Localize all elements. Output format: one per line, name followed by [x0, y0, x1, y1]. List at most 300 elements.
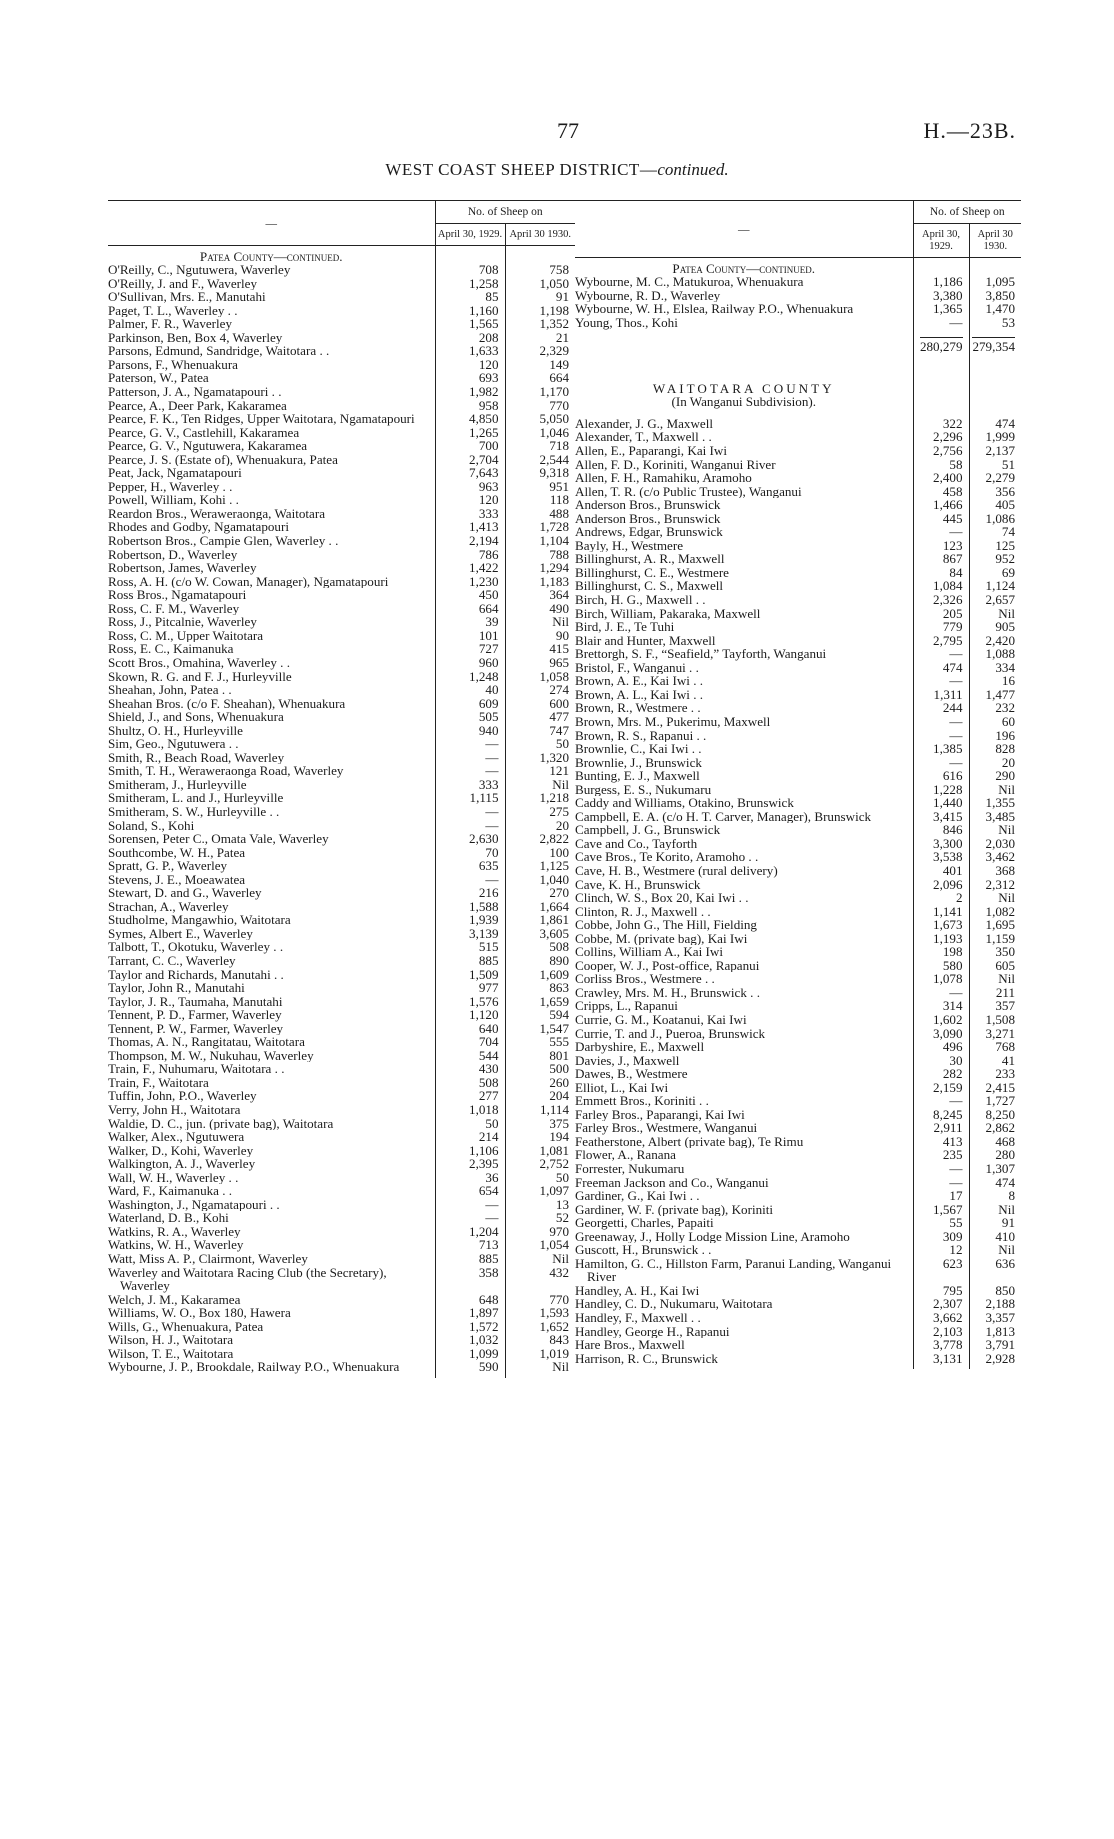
sheep-1930: 2,752	[505, 1157, 575, 1171]
owner-name	[108, 764, 435, 778]
sheep-1929: 401	[913, 864, 969, 878]
owner-name	[575, 823, 913, 837]
sheep-1930: 1,082	[969, 905, 1021, 919]
owner-name-text: Guscott, H., Brunswick . .	[575, 1243, 712, 1257]
owner-name	[575, 932, 913, 946]
table-row	[108, 927, 575, 941]
owner-name-text: Elliot, L., Kai Iwi	[575, 1080, 669, 1095]
sheep-1930: 90	[505, 629, 575, 643]
sheep-1929: 1,311	[913, 688, 969, 702]
sheep-1930: 1,095	[969, 275, 1021, 289]
table-row	[575, 1148, 1021, 1162]
owner-name-text: Andrews, Edgar, Brunswick	[575, 525, 723, 539]
sheep-1930: 890	[505, 954, 575, 968]
owner-name-text: Ross, C. F. M., Waverley	[108, 601, 240, 616]
owner-name-text: Brownlie, J., Brunswick	[575, 755, 702, 770]
owner-name-text: Cobbe, John G., The Hill, Fielding	[575, 918, 757, 932]
owner-name	[575, 810, 913, 824]
sheep-1929: 648	[435, 1293, 505, 1307]
table-row	[575, 823, 1021, 837]
owner-name	[108, 480, 435, 494]
sheep-1930: 758	[505, 263, 575, 277]
waitotara-county-title: WAITOTARA COUNTY	[652, 380, 835, 396]
owner-name	[575, 1297, 913, 1311]
owner-name	[575, 498, 913, 512]
sheep-1929: 1,509	[435, 968, 505, 982]
owner-name-text: Clinton, R. J., Maxwell . .	[575, 904, 711, 919]
owner-name-text: Studholme, Mangawhio, Waitotara	[108, 913, 291, 927]
sheep-1930: 474	[969, 413, 1021, 431]
owner-name-text: O'Reilly, C., Ngutuwera, Waverley	[108, 263, 291, 277]
sheep-1930: 1,477	[969, 688, 1021, 702]
table-row	[575, 918, 1021, 932]
owner-name	[108, 873, 435, 887]
owner-name	[108, 886, 435, 900]
sheep-1929: 84	[913, 566, 969, 580]
sheep-1929: 430	[435, 1062, 505, 1076]
table-row	[575, 1203, 1021, 1217]
table-row	[575, 742, 1021, 756]
table-row	[575, 634, 1021, 648]
sheep-1930: 477	[505, 710, 575, 724]
sheep-1930: 605	[969, 959, 1021, 973]
owner-name	[108, 426, 435, 440]
table-row	[575, 552, 1021, 566]
sheep-1930: 2,544	[505, 453, 575, 467]
owner-name-text: Cripps, L., Rapanui	[575, 999, 678, 1013]
owner-name	[108, 453, 435, 467]
owner-name-text: Tennent, P. W., Farmer, Waverley	[108, 1021, 284, 1036]
table-row	[108, 304, 575, 318]
owner-name	[108, 1157, 435, 1171]
owner-name	[108, 466, 435, 480]
table-row	[108, 1022, 575, 1036]
table-row	[575, 783, 1021, 797]
table-row	[108, 751, 575, 765]
sheep-1929: 413	[913, 1135, 969, 1149]
left-sheep-table	[108, 200, 575, 1378]
owner-name	[108, 1049, 435, 1063]
table-row	[108, 1306, 575, 1320]
sheep-1930: 53	[969, 316, 1021, 334]
table-row	[108, 344, 575, 358]
sheep-1930: 74	[969, 525, 1021, 539]
sheep-1930: 970	[505, 1225, 575, 1239]
owner-name	[575, 715, 913, 729]
table-row	[575, 1013, 1021, 1027]
owner-name	[108, 1238, 435, 1252]
table-row	[575, 302, 1021, 316]
owner-name	[575, 729, 913, 743]
table-row	[108, 1117, 575, 1131]
owner-name-text: Greenaway, J., Holly Lodge Mission Line, Aramoho	[575, 1229, 850, 1244]
table-row	[575, 593, 1021, 607]
table-row	[108, 1076, 575, 1090]
sheep-1929: —	[435, 764, 505, 778]
owner-name	[575, 769, 913, 783]
sheep-1930: 2,420	[969, 634, 1021, 648]
sheep-1930: 125	[969, 539, 1021, 553]
sheep-1930: 1,050	[505, 277, 575, 291]
owner-name	[575, 1203, 913, 1217]
sheep-1930: 664	[505, 371, 575, 385]
sheep-1929: 1,413	[435, 520, 505, 534]
table-row	[575, 1325, 1021, 1339]
sheep-1930: 1,058	[505, 670, 575, 684]
owner-name-text: Forrester, Nukumaru	[575, 1162, 685, 1176]
owner-name	[108, 940, 435, 954]
table-row	[575, 729, 1021, 743]
sheep-1930: 843	[505, 1333, 575, 1347]
sheep-1929: 3,090	[913, 1027, 969, 1041]
sheep-1929: 977	[435, 981, 505, 995]
sheep-1930: 21	[505, 331, 575, 345]
owner-name-text: Thompson, M. W., Nukuhau, Waverley	[108, 1048, 314, 1063]
owner-name	[575, 999, 913, 1013]
sheep-1929: 358	[435, 1266, 505, 1293]
owner-name	[575, 607, 913, 621]
table-row	[575, 756, 1021, 770]
owner-name-text: Featherstone, Albert (private bag), Te Rimu	[575, 1134, 804, 1149]
sheep-1930: 52	[505, 1211, 575, 1225]
owner-name	[575, 1230, 913, 1244]
table-row	[108, 1144, 575, 1158]
sheep-1929: 885	[435, 1252, 505, 1266]
owner-name-text: Wall, W. H., Waverley . .	[108, 1170, 239, 1185]
sheep-1930: 290	[969, 769, 1021, 783]
sheep-1930: 2,030	[969, 837, 1021, 851]
owner-name	[575, 1176, 913, 1190]
sheep-1930: Nil	[505, 1252, 575, 1266]
owner-name	[108, 1252, 435, 1266]
left-column	[108, 200, 575, 1378]
total-1929: 280,279	[919, 339, 963, 355]
owner-name	[575, 275, 913, 289]
owner-name-text: Palmer, F. R., Waverley	[108, 317, 233, 331]
table-row	[108, 1238, 575, 1252]
sheep-1930: 20	[505, 819, 575, 833]
sheep-1929: 704	[435, 1035, 505, 1049]
owner-name-text: Ross, E. C., Kaimanuka	[108, 642, 234, 656]
right-table-body-waitotara	[575, 413, 1021, 1369]
sheep-1929: 235	[913, 1148, 969, 1162]
sheep-1930: 8	[969, 1189, 1021, 1203]
sheep-1930: 863	[505, 981, 575, 995]
owner-name-text: Cave Bros., Te Korito, Aramoho . .	[575, 850, 759, 864]
sheep-1929: 17	[913, 1189, 969, 1203]
sheep-1929: 1,106	[435, 1144, 505, 1158]
sheep-1929: 445	[913, 512, 969, 526]
owner-name-text: Brown, Mrs. M., Pukerimu, Maxwell	[575, 714, 771, 729]
table-row	[108, 1184, 575, 1198]
owner-name	[575, 1108, 913, 1122]
owner-name	[575, 1040, 913, 1054]
table-row	[108, 791, 575, 805]
table-row	[108, 995, 575, 1009]
sheep-1930: 2,822	[505, 832, 575, 846]
sheep-1930: 357	[969, 999, 1021, 1013]
sheep-1929: 3,139	[435, 927, 505, 941]
sheep-1929: 590	[435, 1360, 505, 1378]
owner-name	[108, 1211, 435, 1225]
table-row	[108, 575, 575, 589]
table-row	[575, 430, 1021, 444]
owner-name-text: Taylor and Richards, Manutahi . .	[108, 967, 284, 982]
table-row	[575, 1108, 1021, 1122]
sheep-1929: 322	[913, 413, 969, 431]
owner-name	[575, 742, 913, 756]
name-column-header: —	[575, 201, 913, 258]
owner-name-text: Cooper, W. J., Post-office, Rapanui	[575, 958, 760, 973]
sheep-1930: Nil	[505, 1360, 575, 1378]
table-row	[108, 561, 575, 575]
sheep-1930: 5,050	[505, 412, 575, 426]
sheep-1929: 198	[913, 945, 969, 959]
table-row	[108, 1252, 575, 1266]
owner-name	[108, 1360, 435, 1378]
sheep-1929: 1,673	[913, 918, 969, 932]
sheep-1930: 1,097	[505, 1184, 575, 1198]
sheep-1930: 50	[505, 737, 575, 751]
sheep-1929: 120	[435, 493, 505, 507]
owner-name	[108, 629, 435, 643]
sheep-1930: 2,657	[969, 593, 1021, 607]
table-row	[575, 1094, 1021, 1108]
sheep-1930: 3,462	[969, 850, 1021, 864]
sheep-1929: 1,385	[913, 742, 969, 756]
sheep-1930: 3,357	[969, 1311, 1021, 1325]
sheep-1929: 508	[435, 1076, 505, 1090]
sheep-1930: 3,271	[969, 1027, 1021, 1041]
owner-name-text: Waterland, D. B., Kohi	[108, 1211, 229, 1225]
owner-name	[108, 575, 435, 589]
owner-name	[575, 289, 913, 303]
sheep-1929: 309	[913, 1230, 969, 1244]
owner-name	[108, 913, 435, 927]
sheep-1930: 770	[505, 399, 575, 413]
owner-name-text: Farley Bros., Westmere, Wanganui	[575, 1121, 758, 1135]
sheep-1929: 3,131	[913, 1352, 969, 1370]
owner-name-text: Patterson, J. A., Ngamatapouri . .	[108, 385, 282, 399]
owner-name	[108, 1225, 435, 1239]
sheep-1930: 149	[505, 358, 575, 372]
sheep-1929: 1,440	[913, 796, 969, 810]
table-row	[108, 453, 575, 467]
sheep-1929: 1,422	[435, 561, 505, 575]
owner-name-text: Birch, William, Pakaraka, Maxwell	[575, 606, 761, 621]
owner-name-text: Symes, Albert E., Waverley	[108, 926, 253, 941]
sheep-1929: 2,296	[913, 430, 969, 444]
owner-name-text: Sheahan Bros. (c/o F. Sheahan), Whenuakura	[108, 696, 346, 711]
owner-name	[575, 1013, 913, 1027]
table-row	[108, 832, 575, 846]
owner-name	[108, 1130, 435, 1144]
owner-name-text: O'Reilly, J. and F., Waverley	[108, 276, 257, 291]
section-title: Patea County—continued.	[672, 260, 816, 276]
owner-name	[108, 642, 435, 656]
sheep-1929: 885	[435, 954, 505, 968]
table-row	[575, 796, 1021, 810]
owner-name	[575, 688, 913, 702]
owner-name	[575, 1162, 913, 1176]
owner-name-text: Waverley and Waitotara Racing Club (the Secretary), Waverley	[108, 1265, 387, 1293]
sheep-1929: 216	[435, 886, 505, 900]
table-row	[575, 986, 1021, 1000]
sheep-1930: 1,664	[505, 900, 575, 914]
owner-name	[108, 1347, 435, 1361]
sheep-1930: 260	[505, 1076, 575, 1090]
sheep-1930: 600	[505, 697, 575, 711]
sheep-1929: 123	[913, 539, 969, 553]
sheep-1929: 8,245	[913, 1108, 969, 1122]
owner-name	[575, 458, 913, 472]
sheep-1930: 405	[969, 498, 1021, 512]
sheep-1930: 1,124	[969, 579, 1021, 593]
owner-name	[108, 778, 435, 792]
sheep-1929: 282	[913, 1067, 969, 1081]
owner-name-text: Gardiner, W. F. (private bag), Koriniti	[575, 1202, 774, 1217]
sheep-1929: 333	[435, 507, 505, 521]
sheep-1930: 233	[969, 1067, 1021, 1081]
table-row	[108, 548, 575, 562]
owner-name-text: Brownlie, C., Kai Iwi . .	[575, 742, 702, 756]
owner-name-text: Bunting, E. J., Maxwell	[575, 769, 700, 783]
sheep-1929: 779	[913, 620, 969, 634]
table-row	[575, 1121, 1021, 1135]
owner-name	[108, 548, 435, 562]
sheep-1930: 2,928	[969, 1352, 1021, 1370]
owner-name	[575, 1338, 913, 1352]
sheep-1929: —	[913, 316, 969, 334]
sheep-1930: 1,040	[505, 873, 575, 887]
sheep-1929: 1,982	[435, 385, 505, 399]
owner-name-text: Sorensen, Peter C., Omata Vale, Waverley	[108, 832, 329, 846]
owner-name-text: Paget, T. L., Waverley . .	[108, 303, 238, 318]
owner-name	[575, 986, 913, 1000]
owner-name	[575, 1054, 913, 1068]
sheep-1929: 2,159	[913, 1081, 969, 1095]
sheep-1929: 40	[435, 683, 505, 697]
table-row	[575, 1176, 1021, 1190]
sheep-1929: 205	[913, 607, 969, 621]
table-row	[575, 289, 1021, 303]
table-row	[108, 1171, 575, 1185]
owner-name-text: Emmett Bros., Koriniti . .	[575, 1094, 709, 1108]
sheep-1930: 16	[969, 674, 1021, 688]
page-number: 77	[557, 118, 579, 143]
table-row	[575, 607, 1021, 621]
table-row	[575, 1040, 1021, 1054]
owner-name	[108, 670, 435, 684]
sheep-1930: 951	[505, 480, 575, 494]
owner-name	[108, 1008, 435, 1022]
table-row	[108, 642, 575, 656]
sheep-1930: 2,329	[505, 344, 575, 358]
sheep-1929: —	[435, 819, 505, 833]
sheep-1930: 555	[505, 1035, 575, 1049]
sheep-1930: 594	[505, 1008, 575, 1022]
sheep-1930: 636	[969, 1257, 1021, 1284]
owner-name-text: Paterson, W., Patea	[108, 371, 209, 386]
table-row	[108, 764, 575, 778]
waitotara-county-subtitle: (In Wanganui Subdivision).	[671, 394, 817, 410]
owner-name-text: Strachan, A., Waverley	[108, 899, 229, 914]
table-row	[108, 819, 575, 833]
sheep-1929: 1,032	[435, 1333, 505, 1347]
sheep-1929: 867	[913, 552, 969, 566]
sheep-1930: 952	[969, 552, 1021, 566]
owner-name-text: Allen, E., Paparangi, Kai Iwi	[575, 444, 727, 458]
sheep-1929: 4,850	[435, 412, 505, 426]
owner-name-text: Allen, F. H., Ramahiku, Aramoho	[575, 471, 752, 485]
sheep-1929: 1,141	[913, 905, 969, 919]
sheep-1929: 1,228	[913, 783, 969, 797]
owner-name	[575, 905, 913, 919]
table-row	[575, 1162, 1021, 1176]
sheep-1929: 1,567	[913, 1203, 969, 1217]
sheep-1930: 232	[969, 701, 1021, 715]
sheep-1929: 1,186	[913, 275, 969, 289]
owner-name	[108, 615, 435, 629]
col-1930-header: April 30 1930.	[505, 223, 575, 245]
sheep-1930: 69	[969, 566, 1021, 580]
sheep-1930: 204	[505, 1089, 575, 1103]
owner-name-text: Thomas, A. N., Rangitatau, Waitotara	[108, 1035, 305, 1049]
owner-name	[108, 439, 435, 453]
sheep-1930: 375	[505, 1117, 575, 1131]
sheep-1929: 635	[435, 859, 505, 873]
owner-name-text: Smitheram, J., Hurleyville	[108, 777, 247, 792]
table-row	[108, 588, 575, 602]
sheep-1929: 58	[913, 458, 969, 472]
sheep-1929: 654	[435, 1184, 505, 1198]
sheep-1929: 244	[913, 701, 969, 715]
sheep-1929: 458	[913, 485, 969, 499]
sheep-1930: 905	[969, 620, 1021, 634]
owner-name	[575, 959, 913, 973]
owner-name	[108, 385, 435, 399]
sheep-1930: 1,508	[969, 1013, 1021, 1027]
table-row	[108, 1347, 575, 1361]
table-row	[108, 615, 575, 629]
owner-name-text: Young, Thos., Kohi	[575, 315, 678, 330]
owner-name-text: Handley, C. D., Nukumaru, Waitotara	[575, 1297, 773, 1312]
table-row	[575, 525, 1021, 539]
owner-name-text: Soland, S., Kohi	[108, 818, 195, 833]
owner-name	[108, 968, 435, 982]
owner-name-text: Currie, G. M., Koatanui, Kai Iwi	[575, 1012, 747, 1027]
owner-name-text: Parsons, F., Whenuakura	[108, 357, 238, 372]
owner-name	[108, 954, 435, 968]
owner-name-text: Watkins, R. A., Waverley	[108, 1224, 241, 1239]
sheep-1929: 505	[435, 710, 505, 724]
col-1929-header: April 30, 1929.	[435, 223, 505, 245]
table-row	[108, 290, 575, 304]
table-row	[575, 485, 1021, 499]
table-row	[575, 620, 1021, 634]
owner-name-text: Ross, J., Pitcalnie, Waverley	[108, 615, 257, 629]
owner-name-text: Skown, R. G. and F. J., Hurleyville	[108, 669, 292, 684]
sheep-1929: 1,265	[435, 426, 505, 440]
owner-name-text: Parsons, Edmund, Sandridge, Waitotara . .	[108, 344, 330, 358]
sheep-1930: 91	[505, 290, 575, 304]
sheep-1930: 1,086	[969, 512, 1021, 526]
table-row	[108, 507, 575, 521]
sheep-1929: 50	[435, 1117, 505, 1131]
owner-name	[108, 1062, 435, 1076]
sheep-1930: 2,312	[969, 878, 1021, 892]
owner-name-text: Brettorgh, S. F., “Seafield,” Tayforth, Wanganui	[575, 647, 827, 661]
